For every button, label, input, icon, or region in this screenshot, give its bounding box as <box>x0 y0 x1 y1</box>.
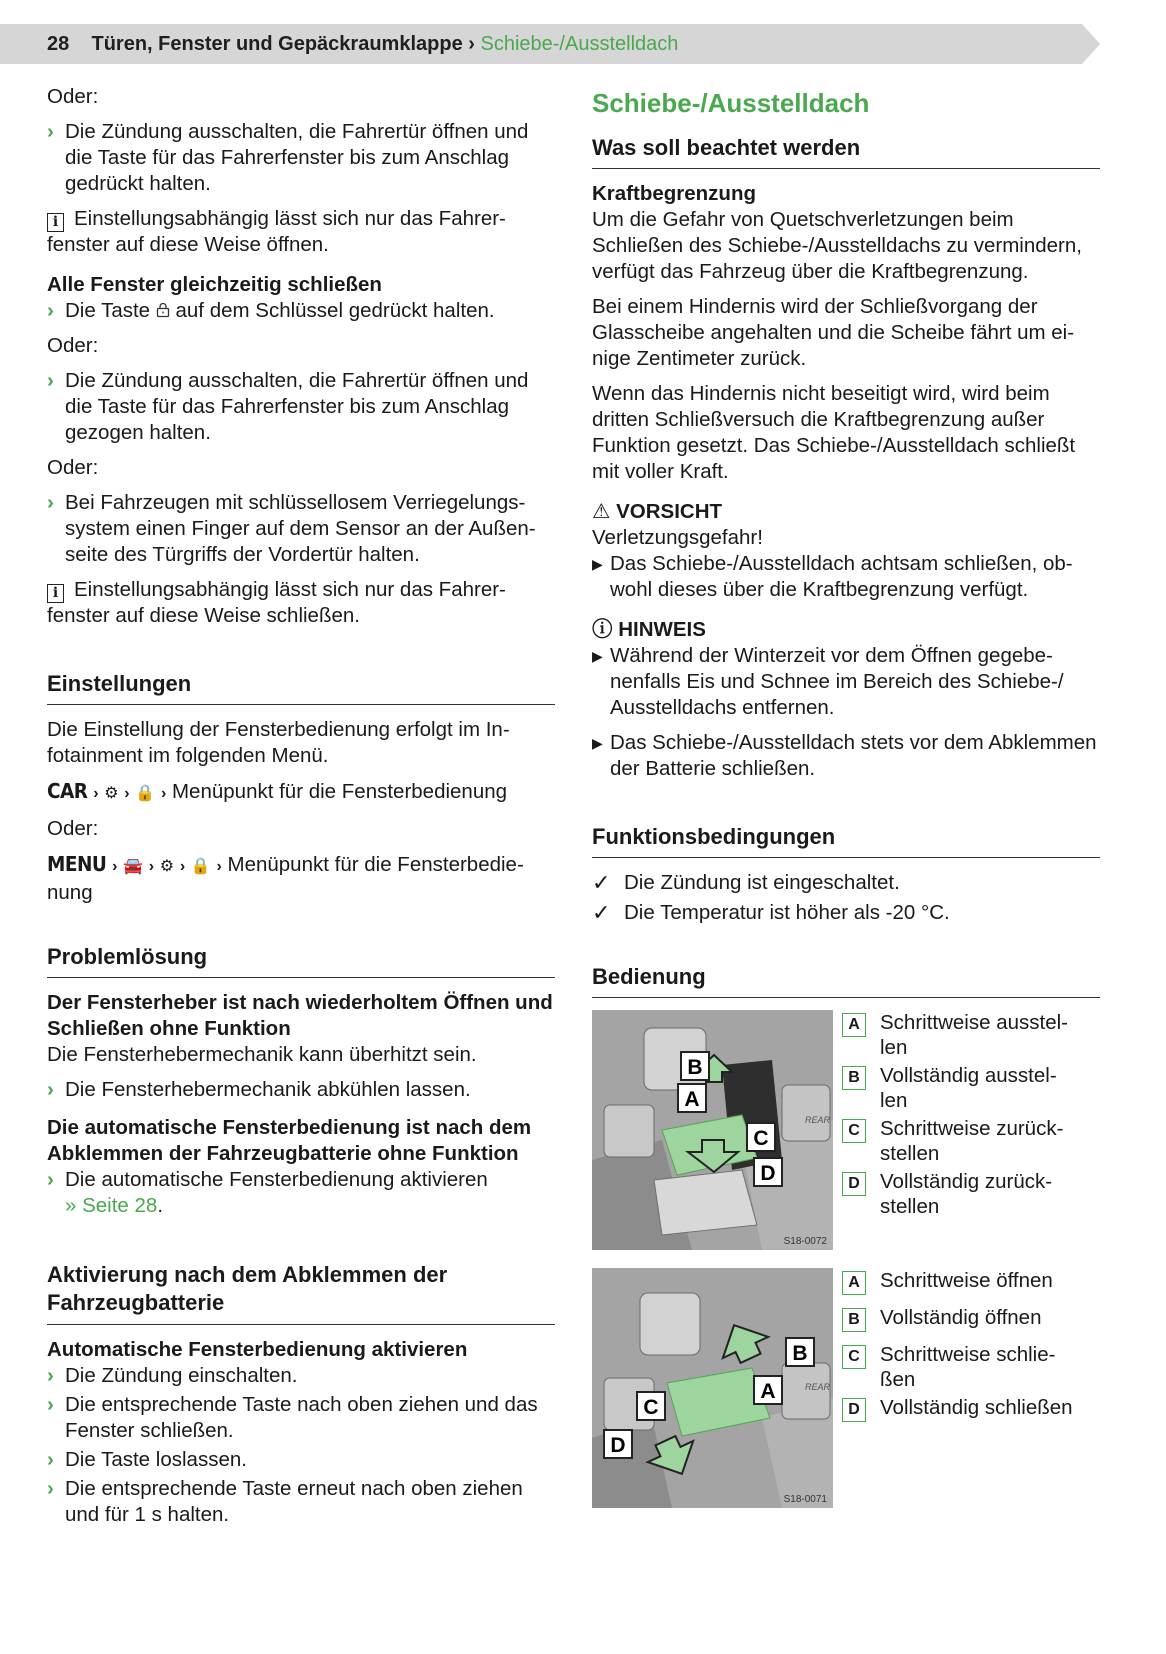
oder-text: Oder: <box>47 334 99 357</box>
chevron-right-icon: › <box>216 858 222 875</box>
list-item: › Die entsprechende Taste erneut nach oben ziehen und für 1 s halten. <box>47 1477 523 1526</box>
legend-key-box: B <box>842 1066 866 1090</box>
legend-key-box: A <box>842 1013 866 1037</box>
list-item: › Die Taste auf dem Schlüssel gedrückt halten. <box>47 299 495 322</box>
subheading: Die automatische Fensterbedienung ist nach dem Abklemmen der Fahrzeugbatterie ohne Funktion <box>47 1116 532 1165</box>
legend-key-box: B <box>842 1308 866 1332</box>
legend-item: D Vollständig zurückstellen <box>842 1169 1074 1219</box>
figure-image-tilt <box>592 1010 833 1250</box>
section-heading-was-soll-beachtet-werden: Was soll beachtet werden <box>592 135 1100 169</box>
figure-slide-switch <box>592 1268 1100 1508</box>
subheading: Alle Fenster gleichzeitig schließen <box>47 273 382 296</box>
subheading: Der Fensterheber ist nach wiederholtem Öffnen und Schließen ohne Funktion <box>47 991 553 1040</box>
legend-item: C Schrittweise schließen <box>842 1342 1074 1392</box>
settings-gears-icon: ⚙ <box>159 858 175 875</box>
page-number: 28 <box>47 33 70 55</box>
legend-item: B Vollständig ausstellen <box>842 1063 1074 1113</box>
figure-legend <box>842 1010 1074 1222</box>
chevron-right-icon: › <box>124 785 130 802</box>
rear-label: REAR <box>805 1382 831 1392</box>
bullet-chevron-icon: › <box>47 1364 54 1387</box>
section-heading-problemloesung: Problemlösung <box>47 944 555 978</box>
rear-label: REAR <box>805 1115 831 1125</box>
oder-text: Oder: <box>47 817 99 840</box>
legend-key-box: D <box>842 1398 866 1422</box>
list-item: › Die Fensterhebermechanik abkühlen lassen. <box>47 1078 471 1101</box>
list-item: ✓ Die Temperatur ist höher als -20 °C. <box>592 900 950 925</box>
bullet-chevron-icon: › <box>47 491 54 514</box>
list-item: › Die entsprechende Taste nach oben ziehen und das Fenster schließen. <box>47 1393 538 1442</box>
callout-b: B <box>687 1056 703 1079</box>
bullet-chevron-icon: › <box>47 1168 54 1191</box>
chevron-right-icon: › <box>112 858 118 875</box>
bullet-chevron-icon: › <box>47 1477 54 1500</box>
car-menu-key[interactable]: CAR <box>47 779 88 803</box>
chapter-title: Türen, Fenster und Gepäckraumklappe <box>91 33 463 55</box>
subheading: Automatische Fensterbedienung aktivieren <box>47 1338 468 1361</box>
section-heading-aktivierung: Aktivierung nach dem Abklemmen der Fahrzeugbatterie <box>47 1261 555 1325</box>
breadcrumb-separator: › <box>468 33 475 55</box>
paragraph: Bei einem Hindernis wird der Schließvorgang der Glasscheibe angehalten und die Scheibe fährt um einige Zentimeter zurück. <box>592 295 1075 370</box>
triangle-bullet-icon: ▶ <box>592 556 603 572</box>
legend-item: B Vollständig öffnen <box>842 1305 1074 1330</box>
oder-text: Oder: <box>47 456 99 479</box>
list-item: › Bei Fahrzeugen mit schlüssellosem Verriegelungssystem einen Finger auf dem Sensor an der Außenseite des Türgriffs der Vordertür halten. <box>47 491 536 566</box>
legend-key-box: A <box>842 1271 866 1295</box>
note-heading: ⓘ HINWEIS <box>592 618 706 641</box>
list-item: › Die Zündung einschalten. <box>47 1364 298 1387</box>
callout-a: A <box>760 1380 776 1403</box>
section-heading-einstellungen: Einstellungen <box>47 671 555 705</box>
callout-b: B <box>792 1342 808 1365</box>
settings-gears-icon: ⚙ <box>104 785 119 802</box>
legend-item: A Schrittweise öffnen <box>842 1268 1074 1293</box>
checkmark-icon: ✓ <box>592 900 611 925</box>
header-text <box>47 31 678 57</box>
info-icon: i <box>47 584 64 603</box>
figure-code: S18-0072 <box>783 1236 827 1247</box>
legend-key-box: C <box>842 1119 866 1143</box>
bullet-chevron-icon: › <box>47 369 54 392</box>
list-item: › Die Taste loslassen. <box>47 1448 247 1471</box>
info-icon: i <box>47 213 64 232</box>
section-heading-bedienung: Bedienung <box>592 964 1100 998</box>
left-column <box>47 84 555 1531</box>
page-title: Schiebe-/Ausstelldach <box>592 88 870 118</box>
menu-path: CAR › ⚙ › 🔒 › Menüpunkt für die Fensterbedienung <box>47 779 508 803</box>
car-icon: 🚘 <box>123 858 144 875</box>
list-item: ✓ Die Zündung ist eingeschaltet. <box>592 870 900 895</box>
figure-tilt-switch <box>592 1010 1100 1250</box>
legend-item: D Vollständig schließen <box>842 1395 1074 1420</box>
menu-path: MENU › 🚘 › ⚙ › 🔒 › Menüpunkt für die Fensterbedienung <box>47 852 524 904</box>
paragraph: Wenn das Hindernis nicht beseitigt wird, wird beim dritten Schließversuch die Kraftbegrenzung außer Funktion gesetzt. Das Schiebe-/Ausstelldach schließt mit voller Kraft. <box>592 382 1076 483</box>
list-item: › Die automatische Fensterbedienung aktivieren » Seite 28. <box>47 1168 488 1217</box>
window-lock-icon: 🔒 <box>135 785 156 802</box>
chevron-right-icon: › <box>179 858 186 875</box>
section-breadcrumb[interactable]: Schiebe-/Ausstelldach <box>480 33 679 55</box>
caution-heading: ⚠ VORSICHT <box>592 500 723 523</box>
figure-code: S18-0071 <box>783 1494 827 1505</box>
lock-key-icon <box>156 302 170 318</box>
page-header <box>0 24 1100 64</box>
callout-c: C <box>753 1127 769 1150</box>
paragraph: Die Einstellung der Fensterbedienung erfolgt im Infotainment im folgenden Menü. <box>47 718 510 767</box>
callout-c: C <box>643 1396 659 1419</box>
callout-a: A <box>684 1088 700 1111</box>
list-item: › Die Zündung ausschalten, die Fahrertür öffnen und die Taste für das Fahrerfenster bis zum Anschlag gedrückt halten. <box>47 120 529 195</box>
chevron-right-icon: › <box>148 858 155 875</box>
figure-image-slide <box>592 1268 833 1508</box>
list-item: ▶ Das Schiebe-/Ausstelldach achtsam schließen, obwohl dieses über die Kraftbegrenzung verfügt. <box>592 552 1073 601</box>
info-note: i Einstellungsabhängig lässt sich nur das Fahrerfenster auf diese Weise öffnen. <box>47 207 506 256</box>
legend-key-box: C <box>842 1345 866 1369</box>
oder-text: Oder: <box>47 85 99 108</box>
triangle-bullet-icon: ▶ <box>592 735 603 751</box>
paragraph: Die Fensterhebermechanik kann überhitzt sein. <box>47 1043 477 1066</box>
triangle-bullet-icon: ▶ <box>592 648 603 664</box>
right-column <box>592 84 1100 1526</box>
paragraph: Um die Gefahr von Quetschverletzungen beim Schließen des Schiebe-/Ausstelldachs zu vermindern, verfügt das Fahrzeug über die Kraftbegrenzung. <box>592 208 1082 283</box>
chevron-right-icon: › <box>160 785 167 802</box>
legend-key-box: D <box>842 1172 866 1196</box>
menu-key[interactable]: MENU <box>47 852 107 876</box>
chevron-right-icon: › <box>93 785 99 802</box>
legend-item: A Schrittweise ausstellen <box>842 1010 1074 1060</box>
warning-triangle-icon: ⚠ <box>592 500 611 523</box>
callout-d: D <box>610 1434 626 1457</box>
section-heading-funktionsbedingungen: Funktionsbedingungen <box>592 824 1100 858</box>
page-link[interactable]: » Seite 28 <box>65 1194 158 1217</box>
list-item: ▶ Das Schiebe-/Ausstelldach stets vor dem Abklemmen der Batterie schließen. <box>592 731 1097 780</box>
bullet-chevron-icon: › <box>47 299 54 322</box>
subheading: Kraftbegrenzung <box>592 182 756 205</box>
figure-legend <box>842 1268 1074 1423</box>
callout-d: D <box>760 1162 776 1185</box>
bullet-chevron-icon: › <box>47 1448 54 1471</box>
bullet-chevron-icon: › <box>47 120 54 143</box>
list-item: › Die Zündung ausschalten, die Fahrertür öffnen und die Taste für das Fahrerfenster bis zum Anschlag gezogen halten. <box>47 369 529 444</box>
list-item: ▶ Während der Winterzeit vor dem Öffnen gegebenenfalls Eis und Schnee im Bereich des Schiebe-/ Ausstelldachs entfernen. <box>592 644 1064 719</box>
info-note: i Einstellungsabhängig lässt sich nur das Fahrerfenster auf diese Weise schließen. <box>47 578 506 627</box>
bullet-chevron-icon: › <box>47 1393 54 1416</box>
window-lock-icon: 🔒 <box>190 858 211 875</box>
caution-subtitle: Verletzungsgefahr! <box>592 526 763 549</box>
bullet-chevron-icon: › <box>47 1078 54 1101</box>
exclamation-circle-icon: ⓘ <box>592 618 613 641</box>
legend-item: C Schrittweise zurückstellen <box>842 1116 1074 1166</box>
checkmark-icon: ✓ <box>592 870 611 895</box>
